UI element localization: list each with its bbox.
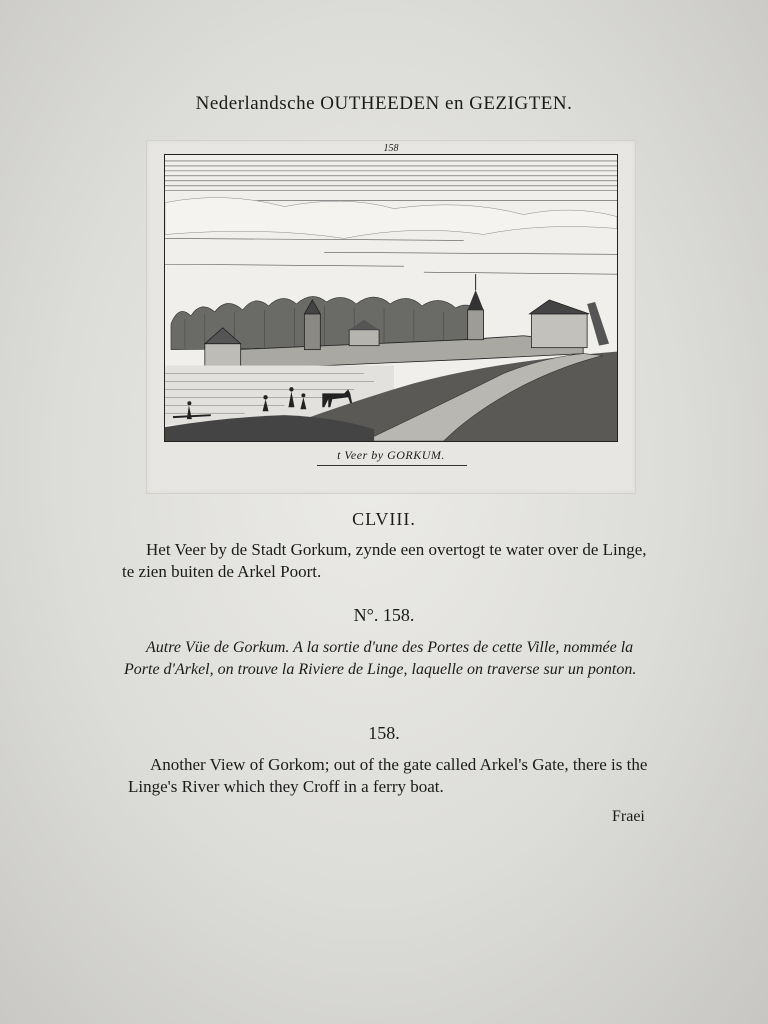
dutch-description: Het Veer by de Stadt Gorkum, zynde een overtogt te water over de Linge, te zien buiten de Arkel Poort. <box>122 540 647 581</box>
english-description: Another View of Gorkom; out of the gate called Arkel's Gate, there is the Linge's River which they Croff in a ferry boat. <box>128 755 648 796</box>
french-number-heading: N°. 158. <box>353 605 415 625</box>
catchword: Fraei <box>612 808 645 825</box>
ferry-landscape-illustration <box>165 155 617 441</box>
section-roman-numeral: CLVIII. <box>352 509 416 529</box>
plate-number: 158 <box>383 143 399 154</box>
caption-underline <box>317 465 467 466</box>
english-number-heading: 158. <box>368 723 400 743</box>
french-description: Autre Vüe de Gorkum. A la sortie d'une des Portes de cette Ville, nommée la Porte d'Arkel, on trouve la Riviere de Linge, laquelle on traverse sur un ponton. <box>124 639 637 678</box>
engraving-plate <box>146 140 636 494</box>
engraving-caption: t Veer by GORKUM. <box>337 448 445 462</box>
page-title: Nederlandsche OUTHEEDEN en GEZIGTEN. <box>195 93 573 114</box>
engraving-image <box>164 154 618 442</box>
